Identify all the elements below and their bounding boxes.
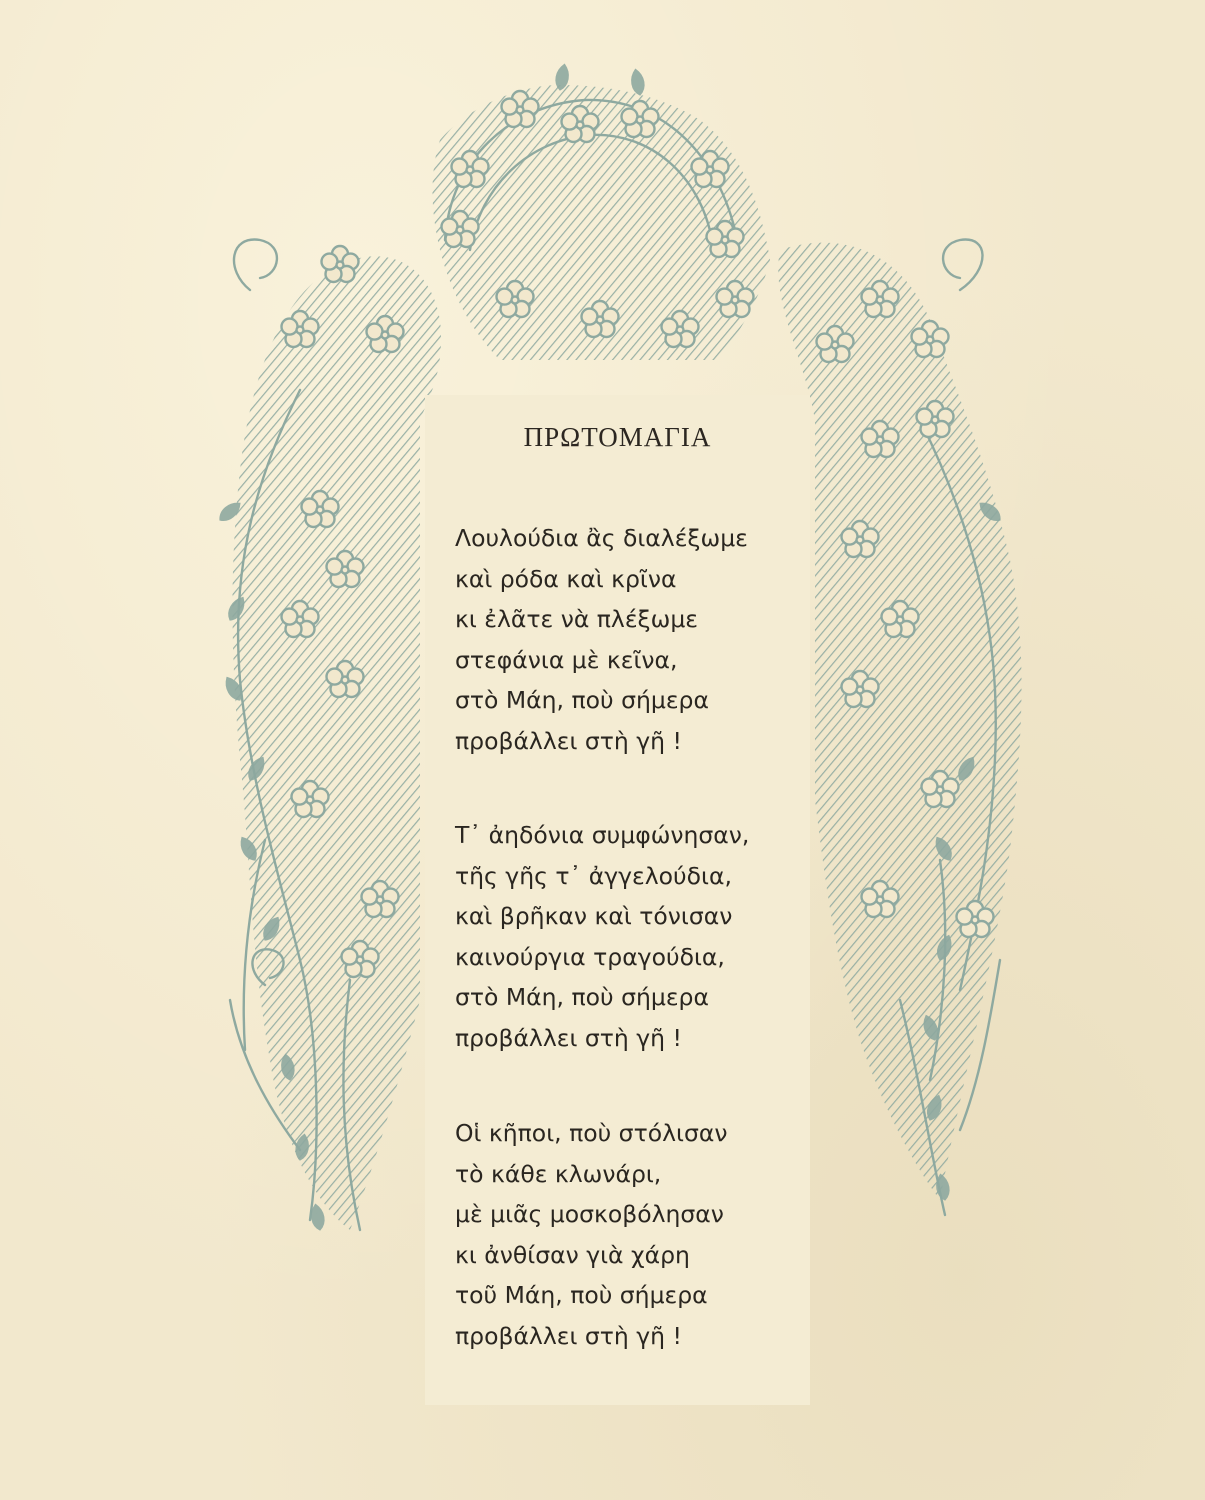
verse-line: Λουλούδια ἂς διαλέξωμε: [455, 524, 748, 552]
verse-line: κι ἐλᾶτε νὰ πλέξωμε: [455, 605, 698, 633]
stanza-2: [455, 815, 815, 1058]
verse-line: στὸ Μάη, ποὺ σήμερα: [455, 686, 709, 714]
verse-line: Τ᾽ ἀηδόνια συμφώνησαν,: [455, 821, 750, 849]
verse-line: στὸ Μάη, ποὺ σήμερα: [455, 983, 709, 1011]
verse-line: τὸ κάθε κλωνάρι,: [455, 1159, 662, 1188]
verse-line: καὶ βρῆκαν καὶ τόνισαν: [455, 902, 733, 930]
verse-line: τοῦ Μάη, ποὺ σήμερα: [455, 1281, 708, 1309]
verse-line: καινούργια τραγούδια,: [455, 942, 725, 971]
verse-line: προβάλλει στὴ γῆ !: [455, 1023, 682, 1052]
verse-line: προβάλλει στὴ γῆ !: [455, 1321, 682, 1350]
verse-line: τῆς γῆς τ᾽ ἀγγελούδια,: [455, 861, 732, 890]
poem-title: ΠΡΩΤΟΜΑΓΙΑ: [523, 422, 712, 452]
verse-line: καὶ ρόδα καὶ κρῖνα: [455, 564, 677, 593]
stanza-3: [455, 1113, 815, 1356]
verse-line: Οἱ κῆποι, ποὺ στόλισαν: [455, 1119, 728, 1147]
verse-line: μὲ μιᾶς μοσκοβόλησαν: [455, 1200, 724, 1228]
stanza-1: [455, 518, 815, 761]
verse-line: προβάλλει στὴ γῆ !: [455, 726, 682, 755]
verse-line: στεφάνια μὲ κεῖνα,: [455, 645, 678, 674]
verse-line: κι ἀνθίσαν γιὰ χάρη: [455, 1240, 690, 1269]
